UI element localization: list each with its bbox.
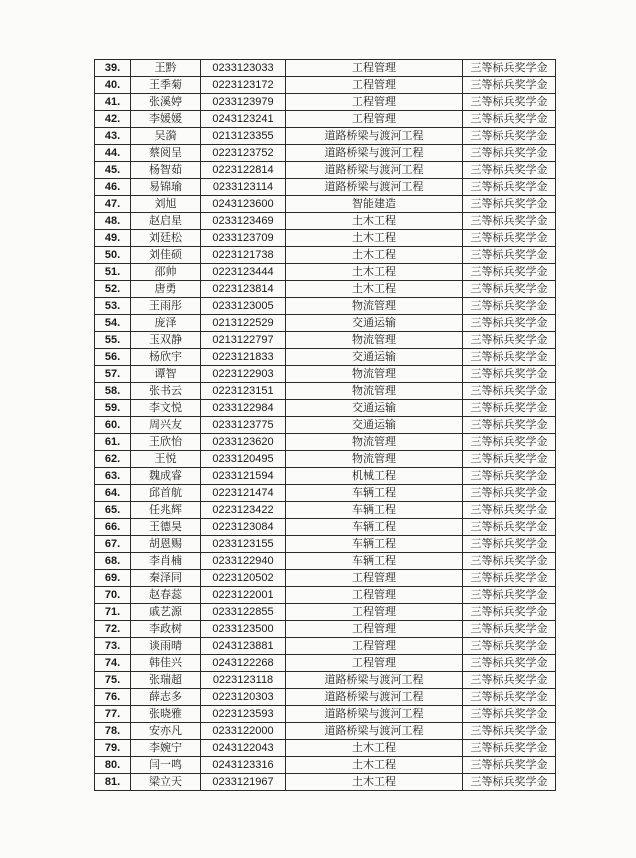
major: 交通运输	[286, 349, 463, 366]
major: 车辆工程	[286, 502, 463, 519]
table-row	[95, 179, 556, 196]
award-level: 三等标兵奖学金	[463, 162, 556, 179]
major: 物流管理	[286, 434, 463, 451]
table-row	[95, 196, 556, 213]
table-row	[95, 604, 556, 621]
row-number: 78.	[95, 723, 131, 740]
major: 道路桥梁与渡河工程	[286, 723, 463, 740]
award-level: 三等标兵奖学金	[463, 570, 556, 587]
award-level: 三等标兵奖学金	[463, 587, 556, 604]
student-id: 0243122043	[201, 740, 286, 757]
award-level: 三等标兵奖学金	[463, 621, 556, 638]
table-row	[95, 281, 556, 298]
table-row	[95, 94, 556, 111]
student-id: 0223123422	[201, 502, 286, 519]
row-number: 41.	[95, 94, 131, 111]
table-row	[95, 247, 556, 264]
row-number: 49.	[95, 230, 131, 247]
award-level: 三等标兵奖学金	[463, 383, 556, 400]
table-row	[95, 298, 556, 315]
student-name: 安亦凡	[131, 723, 201, 740]
student-name: 张溪婷	[131, 94, 201, 111]
student-name: 王黔	[131, 60, 201, 77]
row-number: 61.	[95, 434, 131, 451]
student-name: 李文悦	[131, 400, 201, 417]
major: 土木工程	[286, 281, 463, 298]
award-level: 三等标兵奖学金	[463, 94, 556, 111]
major: 土木工程	[286, 230, 463, 247]
row-number: 73.	[95, 638, 131, 655]
student-name: 秦泽同	[131, 570, 201, 587]
student-name: 梁立天	[131, 774, 201, 791]
table-row	[95, 502, 556, 519]
award-level: 三等标兵奖学金	[463, 451, 556, 468]
student-name: 玉双静	[131, 332, 201, 349]
row-number: 53.	[95, 298, 131, 315]
student-id: 0233123469	[201, 213, 286, 230]
award-level: 三等标兵奖学金	[463, 179, 556, 196]
table-row	[95, 417, 556, 434]
row-number: 69.	[95, 570, 131, 587]
award-level: 三等标兵奖学金	[463, 723, 556, 740]
student-id: 0243123881	[201, 638, 286, 655]
student-id: 0213123355	[201, 128, 286, 145]
major: 交通运输	[286, 400, 463, 417]
row-number: 66.	[95, 519, 131, 536]
major: 道路桥梁与渡河工程	[286, 128, 463, 145]
award-level: 三等标兵奖学金	[463, 230, 556, 247]
table-row	[95, 723, 556, 740]
row-number: 40.	[95, 77, 131, 94]
row-number: 68.	[95, 553, 131, 570]
row-number: 79.	[95, 740, 131, 757]
table-row	[95, 774, 556, 791]
major: 工程管理	[286, 621, 463, 638]
student-name: 魏成睿	[131, 468, 201, 485]
major: 工程管理	[286, 570, 463, 587]
row-number: 70.	[95, 587, 131, 604]
student-name: 刘佳硕	[131, 247, 201, 264]
student-id: 0233123500	[201, 621, 286, 638]
table-row	[95, 315, 556, 332]
student-id: 0223120303	[201, 689, 286, 706]
award-level: 三等标兵奖学金	[463, 77, 556, 94]
student-id: 0223123814	[201, 281, 286, 298]
table-row	[95, 638, 556, 655]
student-id: 0233123979	[201, 94, 286, 111]
award-level: 三等标兵奖学金	[463, 672, 556, 689]
student-name: 李媛媛	[131, 111, 201, 128]
row-number: 67.	[95, 536, 131, 553]
student-name: 吴漪	[131, 128, 201, 145]
row-number: 57.	[95, 366, 131, 383]
award-level: 三等标兵奖学金	[463, 332, 556, 349]
major: 机械工程	[286, 468, 463, 485]
student-id: 0223123172	[201, 77, 286, 94]
table-row	[95, 400, 556, 417]
student-id: 0223123151	[201, 383, 286, 400]
table-row	[95, 621, 556, 638]
table-row	[95, 77, 556, 94]
award-level: 三等标兵奖学金	[463, 281, 556, 298]
student-id: 0233122940	[201, 553, 286, 570]
table-row	[95, 655, 556, 672]
student-name: 戚艺源	[131, 604, 201, 621]
major: 物流管理	[286, 298, 463, 315]
award-level: 三等标兵奖学金	[463, 60, 556, 77]
row-number: 39.	[95, 60, 131, 77]
scholarship-roster-table	[94, 59, 556, 791]
major: 工程管理	[286, 638, 463, 655]
table-row	[95, 383, 556, 400]
table-row	[95, 587, 556, 604]
row-number: 64.	[95, 485, 131, 502]
row-number: 76.	[95, 689, 131, 706]
award-level: 三等标兵奖学金	[463, 553, 556, 570]
student-id: 0223123593	[201, 706, 286, 723]
major: 工程管理	[286, 60, 463, 77]
student-id: 0223123084	[201, 519, 286, 536]
student-name: 李政树	[131, 621, 201, 638]
row-number: 54.	[95, 315, 131, 332]
major: 道路桥梁与渡河工程	[286, 689, 463, 706]
major: 土木工程	[286, 774, 463, 791]
row-number: 63.	[95, 468, 131, 485]
student-name: 周兴友	[131, 417, 201, 434]
row-number: 42.	[95, 111, 131, 128]
major: 工程管理	[286, 77, 463, 94]
major: 土木工程	[286, 213, 463, 230]
major: 物流管理	[286, 451, 463, 468]
student-id: 0233121594	[201, 468, 286, 485]
student-name: 王雨彤	[131, 298, 201, 315]
student-id: 0223122001	[201, 587, 286, 604]
award-level: 三等标兵奖学金	[463, 298, 556, 315]
student-id: 0233123155	[201, 536, 286, 553]
row-number: 59.	[95, 400, 131, 417]
table-row	[95, 332, 556, 349]
student-id: 0223123118	[201, 672, 286, 689]
student-name: 易锦瑜	[131, 179, 201, 196]
student-name: 王悦	[131, 451, 201, 468]
table-row	[95, 349, 556, 366]
table-row	[95, 757, 556, 774]
award-level: 三等标兵奖学金	[463, 417, 556, 434]
award-level: 三等标兵奖学金	[463, 349, 556, 366]
student-name: 任兆辉	[131, 502, 201, 519]
student-id: 0223122814	[201, 162, 286, 179]
major: 交通运输	[286, 417, 463, 434]
major: 道路桥梁与渡河工程	[286, 672, 463, 689]
table-row	[95, 434, 556, 451]
row-number: 80.	[95, 757, 131, 774]
row-number: 44.	[95, 145, 131, 162]
major: 物流管理	[286, 366, 463, 383]
major: 道路桥梁与渡河工程	[286, 162, 463, 179]
student-name: 赵启星	[131, 213, 201, 230]
student-name: 刘廷松	[131, 230, 201, 247]
table-row	[95, 213, 556, 230]
table-row	[95, 60, 556, 77]
award-level: 三等标兵奖学金	[463, 774, 556, 791]
student-name: 王季菊	[131, 77, 201, 94]
major: 工程管理	[286, 655, 463, 672]
row-number: 71.	[95, 604, 131, 621]
student-name: 闫一鸣	[131, 757, 201, 774]
award-level: 三等标兵奖学金	[463, 706, 556, 723]
award-level: 三等标兵奖学金	[463, 128, 556, 145]
row-number: 50.	[95, 247, 131, 264]
major: 车辆工程	[286, 536, 463, 553]
table-row	[95, 468, 556, 485]
student-id: 0233122000	[201, 723, 286, 740]
table-row	[95, 145, 556, 162]
award-level: 三等标兵奖学金	[463, 111, 556, 128]
student-name: 胡恩赐	[131, 536, 201, 553]
major: 工程管理	[286, 111, 463, 128]
student-id: 0223121833	[201, 349, 286, 366]
table-row	[95, 485, 556, 502]
award-level: 三等标兵奖学金	[463, 502, 556, 519]
table-row	[95, 162, 556, 179]
row-number: 77.	[95, 706, 131, 723]
award-level: 三等标兵奖学金	[463, 536, 556, 553]
row-number: 58.	[95, 383, 131, 400]
student-name: 蔡阅呈	[131, 145, 201, 162]
student-id: 0233123620	[201, 434, 286, 451]
table-row	[95, 451, 556, 468]
major: 工程管理	[286, 604, 463, 621]
award-level: 三等标兵奖学金	[463, 638, 556, 655]
student-name: 邵帅	[131, 264, 201, 281]
student-id: 0213122797	[201, 332, 286, 349]
award-level: 三等标兵奖学金	[463, 757, 556, 774]
major: 道路桥梁与渡河工程	[286, 706, 463, 723]
major: 车辆工程	[286, 485, 463, 502]
table-row	[95, 230, 556, 247]
student-id: 0233122855	[201, 604, 286, 621]
student-id: 0223123752	[201, 145, 286, 162]
award-level: 三等标兵奖学金	[463, 264, 556, 281]
row-number: 48.	[95, 213, 131, 230]
student-name: 邱首航	[131, 485, 201, 502]
major: 工程管理	[286, 94, 463, 111]
award-level: 三等标兵奖学金	[463, 196, 556, 213]
row-number: 47.	[95, 196, 131, 213]
award-level: 三等标兵奖学金	[463, 400, 556, 417]
row-number: 62.	[95, 451, 131, 468]
table-row	[95, 264, 556, 281]
table-row	[95, 366, 556, 383]
table-row	[95, 519, 556, 536]
major: 车辆工程	[286, 519, 463, 536]
major: 土木工程	[286, 740, 463, 757]
award-level: 三等标兵奖学金	[463, 740, 556, 757]
student-id: 0233120495	[201, 451, 286, 468]
major: 智能建造	[286, 196, 463, 213]
major: 道路桥梁与渡河工程	[286, 179, 463, 196]
row-number: 45.	[95, 162, 131, 179]
table-row	[95, 740, 556, 757]
row-number: 74.	[95, 655, 131, 672]
row-number: 81.	[95, 774, 131, 791]
major: 土木工程	[286, 757, 463, 774]
student-id: 0233123709	[201, 230, 286, 247]
table-row	[95, 570, 556, 587]
table-row	[95, 706, 556, 723]
major: 物流管理	[286, 332, 463, 349]
row-number: 52.	[95, 281, 131, 298]
student-name: 庞泽	[131, 315, 201, 332]
student-id: 0233123005	[201, 298, 286, 315]
student-name: 王欣怡	[131, 434, 201, 451]
row-number: 46.	[95, 179, 131, 196]
award-level: 三等标兵奖学金	[463, 468, 556, 485]
student-id: 0233122984	[201, 400, 286, 417]
student-id: 0243123241	[201, 111, 286, 128]
award-level: 三等标兵奖学金	[463, 366, 556, 383]
student-name: 李肖楠	[131, 553, 201, 570]
student-name: 王德昊	[131, 519, 201, 536]
student-id: 0243123316	[201, 757, 286, 774]
student-id: 0233121967	[201, 774, 286, 791]
student-name: 谭智	[131, 366, 201, 383]
row-number: 72.	[95, 621, 131, 638]
student-name: 杨欣宇	[131, 349, 201, 366]
student-id: 0233123775	[201, 417, 286, 434]
student-name: 唐勇	[131, 281, 201, 298]
student-id: 0223123444	[201, 264, 286, 281]
student-id: 0223120502	[201, 570, 286, 587]
major: 车辆工程	[286, 553, 463, 570]
major: 工程管理	[286, 587, 463, 604]
major: 物流管理	[286, 383, 463, 400]
major: 土木工程	[286, 264, 463, 281]
roster-table-body	[95, 60, 556, 791]
row-number: 75.	[95, 672, 131, 689]
student-name: 刘旭	[131, 196, 201, 213]
major: 土木工程	[286, 247, 463, 264]
major: 交通运输	[286, 315, 463, 332]
student-name: 张书云	[131, 383, 201, 400]
table-row	[95, 672, 556, 689]
student-name: 张瑞超	[131, 672, 201, 689]
student-id: 0243122268	[201, 655, 286, 672]
table-row	[95, 536, 556, 553]
award-level: 三等标兵奖学金	[463, 604, 556, 621]
major: 道路桥梁与渡河工程	[286, 145, 463, 162]
table-row	[95, 128, 556, 145]
award-level: 三等标兵奖学金	[463, 213, 556, 230]
row-number: 43.	[95, 128, 131, 145]
student-id: 0233123114	[201, 179, 286, 196]
row-number: 65.	[95, 502, 131, 519]
student-id: 0243123600	[201, 196, 286, 213]
award-level: 三等标兵奖学金	[463, 689, 556, 706]
student-id: 0223121474	[201, 485, 286, 502]
award-level: 三等标兵奖学金	[463, 519, 556, 536]
student-id: 0213122529	[201, 315, 286, 332]
student-name: 赵春蕊	[131, 587, 201, 604]
table-row	[95, 553, 556, 570]
student-name: 张晓雅	[131, 706, 201, 723]
award-level: 三等标兵奖学金	[463, 145, 556, 162]
student-name: 李婉宁	[131, 740, 201, 757]
student-id: 0233123033	[201, 60, 286, 77]
student-name: 杨智茹	[131, 162, 201, 179]
award-level: 三等标兵奖学金	[463, 655, 556, 672]
table-row	[95, 689, 556, 706]
student-name: 谈雨晴	[131, 638, 201, 655]
award-level: 三等标兵奖学金	[463, 247, 556, 264]
student-id: 0223121738	[201, 247, 286, 264]
award-level: 三等标兵奖学金	[463, 434, 556, 451]
student-id: 0223122903	[201, 366, 286, 383]
row-number: 60.	[95, 417, 131, 434]
student-name: 薛志多	[131, 689, 201, 706]
row-number: 56.	[95, 349, 131, 366]
student-name: 韩佳兴	[131, 655, 201, 672]
award-level: 三等标兵奖学金	[463, 315, 556, 332]
table-row	[95, 111, 556, 128]
row-number: 55.	[95, 332, 131, 349]
award-level: 三等标兵奖学金	[463, 485, 556, 502]
row-number: 51.	[95, 264, 131, 281]
